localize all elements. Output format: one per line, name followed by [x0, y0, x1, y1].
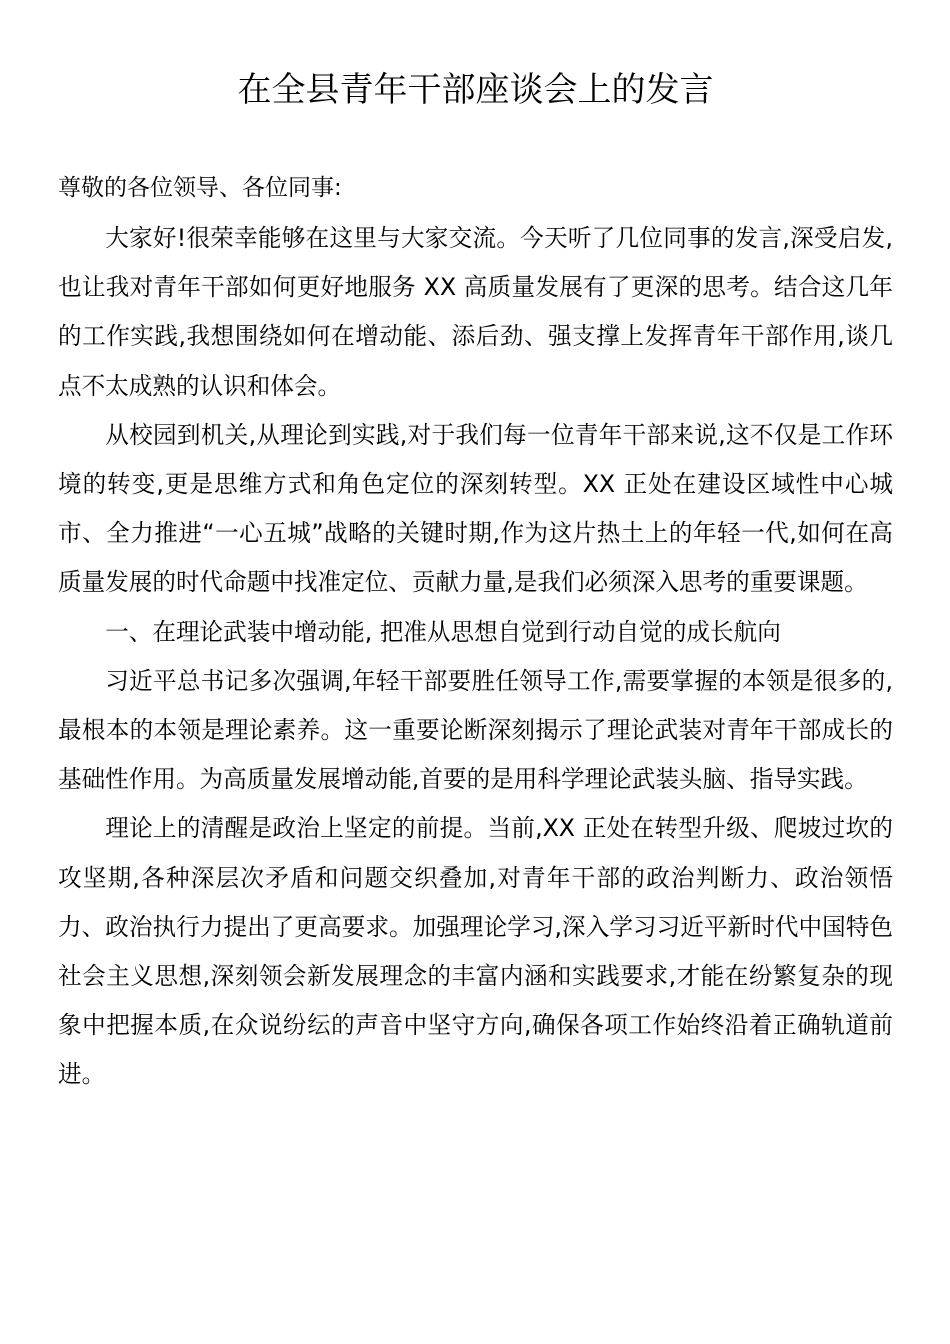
paragraph-context: 从校园到机关,从理论到实践,对于我们每一位青年干部来说,这不仅是工作环境的转变,更是思维方式和角色定位的深刻转型。XX 正处在建设区域性中心城市、全力推进“一心五城”战略的关键时期,作为这片热土上的年轻一代,如何在高质量发展的时代命题中找准定位、贡献力量,是我们必须深入思考的重要课题。 — [58, 420, 893, 597]
paragraph-theory-importance: 习近平总书记多次强调,年轻干部要胜任领导工作,需要掌握的本领是很多的,最根本的本领是理论素养。这一重要论断深刻揭示了理论武装对青年干部成长的基础性作用。为高质量发展增动能,首要的是用科学理论武装头脑、指导实践。 — [58, 666, 893, 794]
salutation: 尊敬的各位领导、各位同事: — [58, 175, 342, 201]
paragraph-greeting: 大家好!很荣幸能够在这里与大家交流。今天听了几位同事的发言,深受启发,也让我对青年干部如何更好地服务 XX 高质量发展有了更深的思考。结合这几年的工作实践,我想围绕如何在增动能、添后劲、强支撑上发挥青年干部作用,谈几点不太成熟的认识和体会。 — [58, 224, 893, 400]
document-title: 在全县青年干部座谈会上的发言 — [237, 70, 714, 110]
document-body — [58, 214, 893, 1100]
section-heading-1: 一、在理论武装中增动能, 把准从思想自觉到行动自觉的成长航向 — [105, 617, 781, 646]
paragraph-political-clarity: 理论上的清醒是政治上坚定的前提。当前,XX 正处在转型升级、爬坡过坎的攻坚期,各种深层次矛盾和问题交织叠加,对青年干部的政治判断力、政治领悟力、政治执行力提出了更高要求。加强理论学习,深入学习习近平新时代中国特色社会主义思想,深刻领会新发展理念的丰富内涵和实践要求,才能在纷繁复杂的现象中把握本质,在众说纷纭的声音中坚守方向,确保各项工作始终沿着正确轨道前进。 — [58, 814, 893, 1089]
